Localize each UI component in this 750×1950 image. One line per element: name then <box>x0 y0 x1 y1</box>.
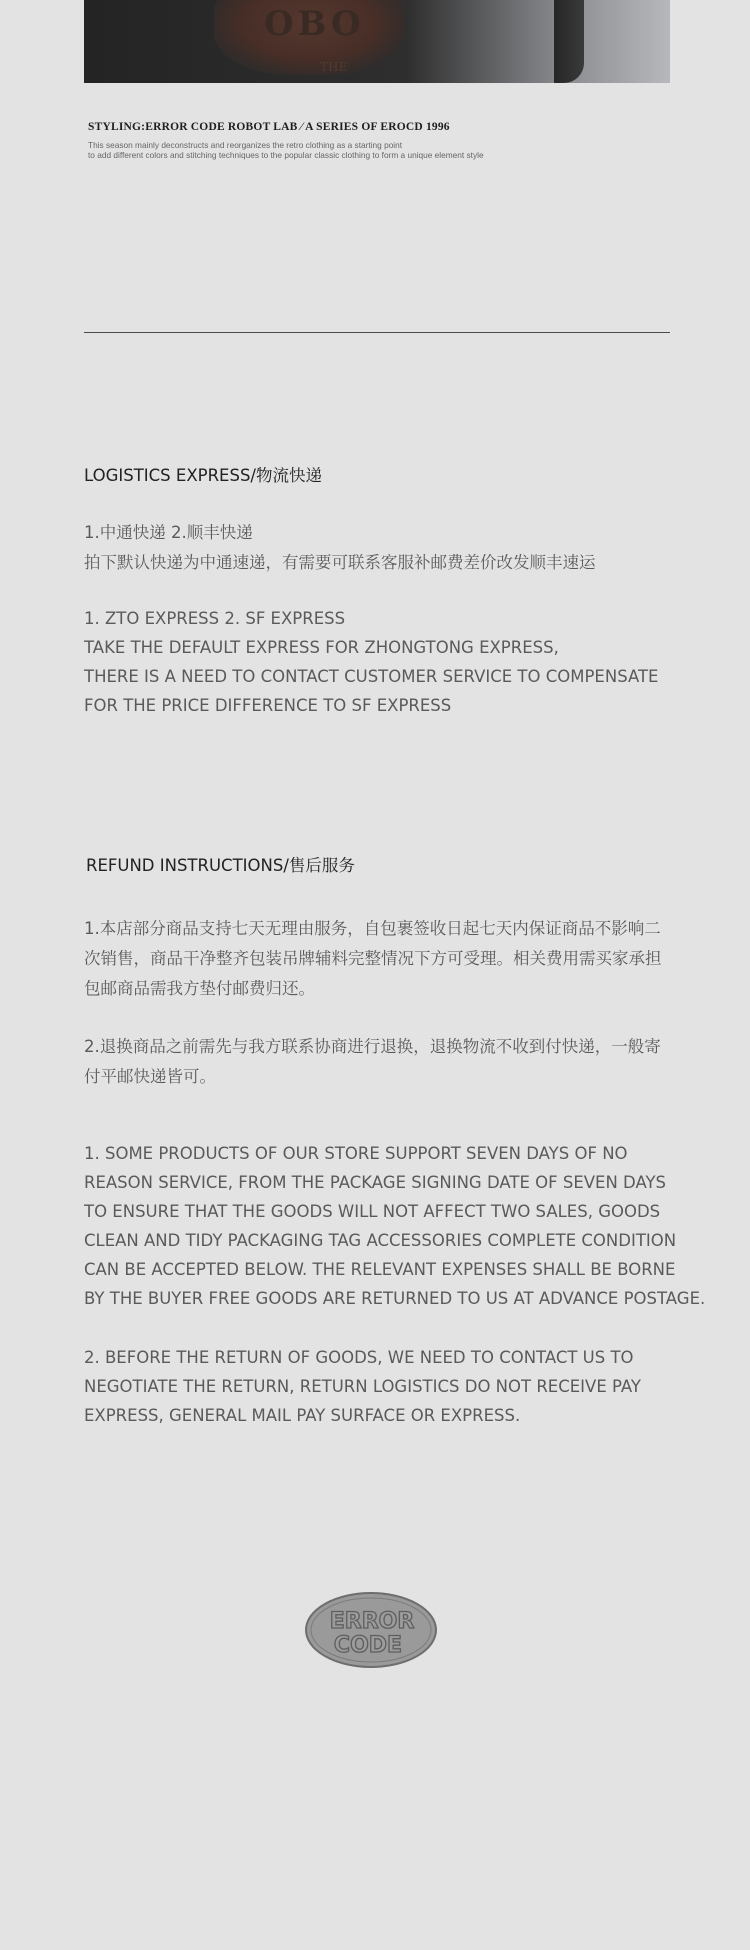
logistics-cn-line: 1.中通快递 2.顺丰快递 <box>84 523 253 542</box>
garment-print-text: OBO <box>264 4 365 44</box>
refund-en2-line: EXPRESS, GENERAL MAIL PAY SURFACE OR EXPRESS. <box>84 1406 521 1425</box>
refund-cn-item-1 <box>84 914 662 1004</box>
styling-description <box>88 141 484 160</box>
refund-en1-line: CLEAN AND TIDY PACKAGING TAG ACCESSORIES COMPLETE CONDITION <box>84 1231 677 1250</box>
refund-cn2-line: 2.退换商品之前需先与我方联系协商进行退换，退换物流不收到付快递，一般寄 <box>84 1037 661 1056</box>
refund-en-item-1 <box>84 1139 705 1313</box>
section-divider <box>84 332 670 333</box>
logistics-en-line: 1. ZTO EXPRESS 2. SF EXPRESS <box>84 609 346 628</box>
refund-en1-line: BY THE BUYER FREE GOODS ARE RETURNED TO US AT ADVANCE POSTAGE. <box>84 1289 706 1308</box>
logistics-en-line: FOR THE PRICE DIFFERENCE TO SF EXPRESS <box>84 696 452 715</box>
logistics-en-line: TAKE THE DEFAULT EXPRESS FOR ZHONGTONG EXPRESS, <box>84 638 559 657</box>
refund-en1-line: TO ENSURE THAT THE GOODS WILL NOT AFFECT TWO SALES, GOODS <box>84 1202 661 1221</box>
refund-en-item-2 <box>84 1343 641 1430</box>
refund-en1-line: CAN BE ACCEPTED BELOW. THE RELEVANT EXPENSES SHALL BE BORNE <box>84 1260 676 1279</box>
logistics-cn-text <box>84 518 596 578</box>
refund-en1-line: REASON SERVICE, FROM THE PACKAGE SIGNING DATE OF SEVEN DAYS <box>84 1173 667 1192</box>
logistics-heading: LOGISTICS EXPRESS/物流快递 <box>84 466 322 485</box>
refund-heading: REFUND INSTRUCTIONS/售后服务 <box>86 856 355 875</box>
refund-cn2-line: 付平邮快递皆可。 <box>84 1067 216 1086</box>
styling-desc-line: to add different colors and stitching techniques to the popular classic clothing to form a unique element style <box>88 149 484 160</box>
logo-line-2: CODE <box>333 1633 403 1658</box>
logistics-en-text <box>84 604 659 720</box>
garment-sleeve <box>554 0 584 83</box>
error-code-logo <box>304 1591 438 1669</box>
logistics-cn-line: 拍下默认快递为中通速递，有需要可联系客服补邮费差价改发顺丰速运 <box>84 553 596 572</box>
styling-desc-line: This season mainly deconstructs and reorganizes the retro clothing as a starting point <box>88 140 403 150</box>
refund-en1-line: 1. SOME PRODUCTS OF OUR STORE SUPPORT SEVEN DAYS OF NO <box>84 1144 628 1163</box>
refund-en2-line: 2. BEFORE THE RETURN OF GOODS, WE NEED TO CONTACT US TO <box>84 1348 634 1367</box>
refund-cn1-line: 次销售，商品干净整齐包装吊牌辅料完整情况下方可受理。相关费用需买家承担 <box>84 949 662 968</box>
refund-en2-line: NEGOTIATE THE RETURN, RETURN LOGISTICS DO NOT RECEIVE PAY <box>84 1377 641 1396</box>
garment-print-subtext: THE <box>320 60 348 74</box>
styling-title: STYLING:ERROR CODE ROBOT LAB ⁄ A SERIES OF EROCD 1996 <box>88 121 450 133</box>
product-photo <box>84 0 670 83</box>
logo-line-1: ERROR <box>329 1609 415 1634</box>
refund-cn-item-2 <box>84 1032 661 1092</box>
refund-cn1-line: 包邮商品需我方垫付邮费归还。 <box>84 979 315 998</box>
logistics-en-line: THERE IS A NEED TO CONTACT CUSTOMER SERVICE TO COMPENSATE <box>84 667 659 686</box>
refund-cn1-line: 1.本店部分商品支持七天无理由服务，自包裹签收日起七天内保证商品不影响二 <box>84 919 661 938</box>
